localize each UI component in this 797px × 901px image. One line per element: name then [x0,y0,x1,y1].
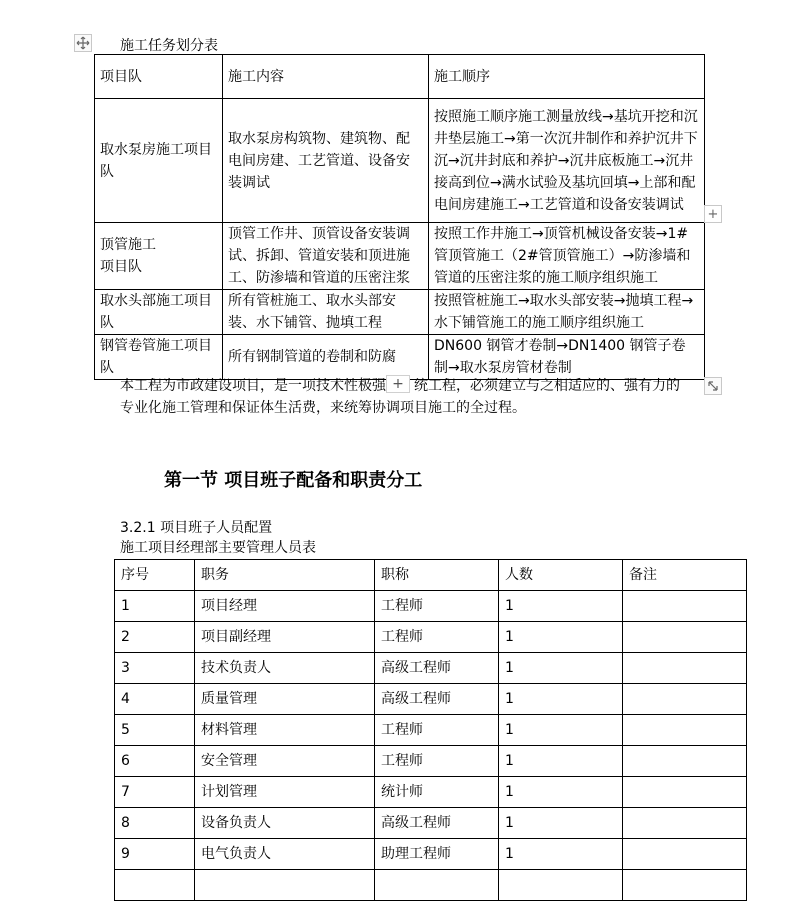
table-row [115,715,747,746]
table-cell: 工程师 [375,715,499,746]
table-cell: 1 [499,684,623,715]
table-header-row [115,560,747,591]
table-cell: 1 [499,839,623,870]
table2-caption: 施工项目经理部主要管理人员表 [120,540,316,556]
table-cell: 3 [115,653,195,684]
table-cell [623,622,747,653]
table-cell [623,591,747,622]
table-cell: 安全管理 [195,746,375,777]
table-move-handle-icon[interactable] [74,34,92,52]
table-cell [623,746,747,777]
table-cell: 所有钢制管道的卷制和防腐 [223,335,429,380]
table-cell: 按照施工顺序施工测量放线→基坑开挖和沉井垫层施工→第一次沉井制作和养护沉井下沉→沉井封底和养护→沉井底板施工→沉井接高到位→满水试验及基坑回填→上部和配电间房建施工→工艺管道和设备安装调试 [429,99,705,223]
header-cell: 施工顺序 [429,55,705,99]
table-cell: 项目经理 [195,591,375,622]
task-division-table [94,54,705,380]
table-cell: 1 [499,715,623,746]
table-row [115,870,747,901]
add-column-icon[interactable]: + [704,205,722,223]
table-cell: 统计师 [375,777,499,808]
table-row [115,777,747,808]
table-row [95,99,705,223]
table-row [115,622,747,653]
table-cell: 5 [115,715,195,746]
table-header-row [95,55,705,99]
table-cell: 按照工作井施工→顶管机械设备安装→1#管顶管施工（2#管顶管施工）→防渗墙和管道的压密注浆的施工顺序组织施工 [429,223,705,290]
table-cell: 助理工程师 [375,839,499,870]
table-cell: 顶管施工 项目队 [95,223,223,290]
subsection-title: 3.2.1 项目班子人员配置 [120,520,273,536]
table-row [115,839,747,870]
table-cell [623,870,747,901]
header-cell: 职务 [195,560,375,591]
table-cell: 7 [115,777,195,808]
table-cell: 1 [499,591,623,622]
table-cell: 高级工程师 [375,808,499,839]
table-cell [623,777,747,808]
move-arrows-icon [76,36,90,50]
table-cell: 取水头部施工项目队 [95,290,223,335]
table-cell: 钢管卷管施工项目队 [95,335,223,380]
section-heading: 第一节 项目班子配备和职责分工 [164,470,423,491]
table-cell: 高级工程师 [375,653,499,684]
table-cell: 技术负责人 [195,653,375,684]
table-cell [623,684,747,715]
table-cell [375,870,499,901]
paragraph-text-2: 统工程，必须建立与之相适应的、强有力的 [414,378,680,394]
header-cell: 职称 [375,560,499,591]
table-cell: 质量管理 [195,684,375,715]
table-cell: 工程师 [375,591,499,622]
table-cell [195,870,375,901]
management-staff-table [114,559,747,901]
table-cell: 所有管桩施工、取水头部安装、水下铺管、抛填工程 [223,290,429,335]
table-cell: 设备负责人 [195,808,375,839]
table-cell: 电气负责人 [195,839,375,870]
table-cell [623,715,747,746]
add-row-icon[interactable]: + [386,375,410,393]
table-row [115,746,747,777]
table-cell: 工程师 [375,622,499,653]
table-cell: 1 [499,777,623,808]
table-cell: DN600 钢管才卷制→DN1400 钢管子卷制→取水泵房管材卷制 [429,335,705,380]
table-cell: 1 [499,746,623,777]
table-cell: 工程师 [375,746,499,777]
paragraph-text-1: 本工程为市政建设项目，是一项技术性极强 [120,378,386,394]
table-cell: 1 [499,622,623,653]
table-cell: 高级工程师 [375,684,499,715]
table-cell: 取水泵房施工项目队 [95,99,223,223]
table-cell: 2 [115,622,195,653]
table-cell: 9 [115,839,195,870]
header-cell: 备注 [623,560,747,591]
table-row [115,653,747,684]
table-cell: 4 [115,684,195,715]
table-row [95,290,705,335]
header-cell: 序号 [115,560,195,591]
table-cell: 项目副经理 [195,622,375,653]
table-row [115,808,747,839]
body-paragraph [120,375,710,397]
table-row [95,223,705,290]
table-cell: 顶管工作井、顶管设备安装调试、拆卸、管道安装和顶进施工、防渗墙和管道的压密注浆 [223,223,429,290]
header-cell: 人数 [499,560,623,591]
table-row [115,684,747,715]
table-row [95,335,705,380]
table-cell: 6 [115,746,195,777]
table-cell [623,808,747,839]
table-cell [623,839,747,870]
table-cell: 1 [499,808,623,839]
table-cell: 1 [115,591,195,622]
table-cell [499,870,623,901]
table-cell: 计划管理 [195,777,375,808]
header-cell: 施工内容 [223,55,429,99]
body-paragraph-line2: 专业化施工管理和保证体生活费，来统筹协调项目施工的全过程。 [120,400,526,416]
table-cell [115,870,195,901]
table-row [115,591,747,622]
table-cell: 材料管理 [195,715,375,746]
table-cell [623,653,747,684]
table-cell: 1 [499,653,623,684]
table1-caption: 施工任务划分表 [120,38,218,54]
table-cell: 按照管桩施工→取水头部安装→抛填工程→水下铺管施工的施工顺序组织施工 [429,290,705,335]
table-cell: 8 [115,808,195,839]
table-cell: 取水泵房构筑物、建筑物、配电间房建、工艺管道、设备安装调试 [223,99,429,223]
header-cell: 项目队 [95,55,223,99]
